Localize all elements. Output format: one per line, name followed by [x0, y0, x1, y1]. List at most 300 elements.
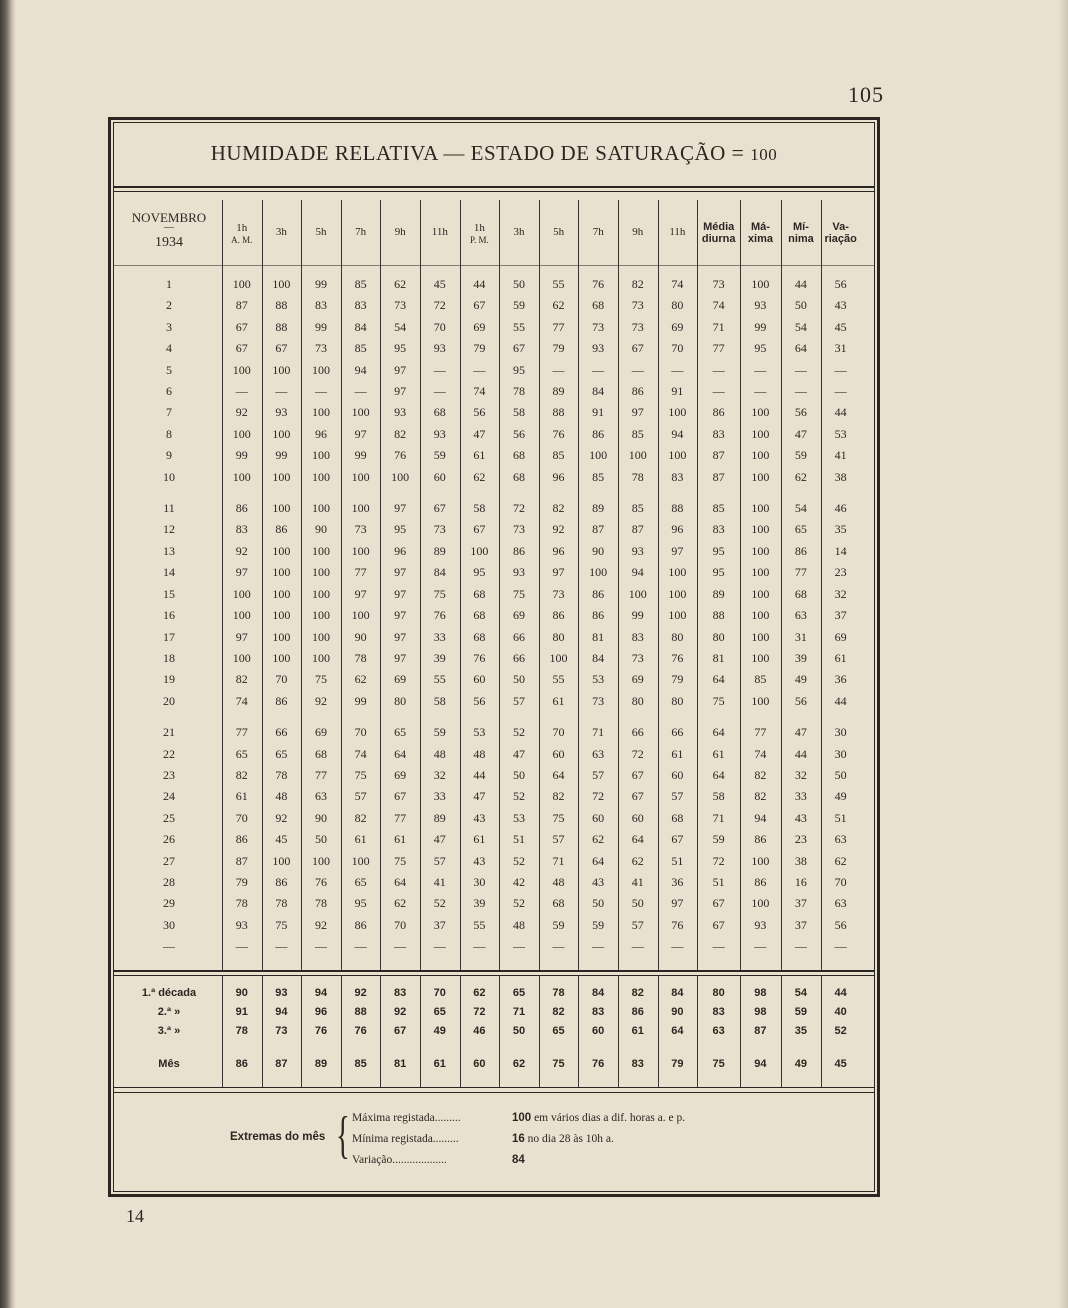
summary-label: 2.ª » [157, 1006, 181, 1018]
value-cell: 43 [794, 810, 807, 825]
table-row [116, 744, 860, 765]
summary-value: 85 [354, 1058, 367, 1070]
value-cell: 86 [275, 693, 288, 708]
value-cell: 67 [512, 341, 525, 356]
table-row [116, 808, 860, 829]
title-saturation-value: 100 [750, 145, 778, 164]
value-cell: 37 [794, 917, 807, 932]
value-cell: 69 [394, 767, 407, 782]
day-cell: 30 [163, 917, 175, 932]
page-edge-shadow [1058, 0, 1068, 1308]
value-cell: 62 [794, 469, 807, 484]
value-cell: 68 [794, 586, 807, 601]
value-cell: 93 [512, 565, 525, 580]
table-row [116, 317, 860, 338]
summary-value: 92 [394, 1006, 407, 1018]
value-cell: 68 [473, 608, 486, 623]
value-cell: 67 [671, 832, 684, 847]
value-cell: 46 [834, 501, 847, 516]
value-cell: 61 [834, 650, 847, 665]
value-cell: 97 [394, 586, 407, 601]
value-cell: 100 [668, 608, 687, 623]
value-cell: 57 [354, 789, 367, 804]
value-cell: 47 [512, 746, 525, 761]
value-cell: 86 [592, 586, 605, 601]
day-cell: 29 [163, 896, 175, 911]
value-cell: 90 [314, 522, 327, 537]
value-cell: 100 [311, 853, 330, 868]
value-cell: 73 [394, 298, 407, 313]
value-cell: 54 [794, 319, 807, 334]
value-cell: 78 [275, 896, 288, 911]
value-cell: 100 [232, 362, 251, 377]
value-cell: 82 [394, 426, 407, 441]
value-cell: 82 [235, 672, 248, 687]
value-cell: 74 [754, 746, 767, 761]
value-cell: 66 [671, 725, 684, 740]
value-cell: 80 [631, 693, 644, 708]
value-cell: 87 [592, 522, 605, 537]
value-cell: 100 [751, 693, 770, 708]
value-cell: 39 [473, 896, 486, 911]
summary-value: 90 [235, 987, 248, 999]
value-cell: 65 [394, 725, 407, 740]
value-cell: 88 [275, 319, 288, 334]
summary-value: 83 [631, 1058, 644, 1070]
summary-value: 59 [794, 1006, 807, 1018]
value-cell: 84 [592, 650, 605, 665]
value-cell: 23 [834, 565, 847, 580]
value-cell: 77 [314, 767, 327, 782]
table-row [116, 467, 860, 488]
value-cell: 32 [834, 586, 847, 601]
value-cell: 37 [834, 608, 847, 623]
day-cell: 20 [163, 693, 175, 708]
table-row [116, 498, 860, 519]
value-cell: 62 [394, 277, 407, 291]
summary-value: 62 [512, 1058, 526, 1070]
value-cell: 100 [232, 426, 251, 441]
value-cell: 100 [311, 405, 330, 420]
value-cell: 100 [272, 853, 291, 868]
day-cell: 16 [163, 608, 175, 623]
summary-value: 75 [712, 1058, 725, 1070]
value-cell: 80 [394, 693, 407, 708]
value-cell: 71 [712, 810, 725, 825]
page-number: 105 [848, 82, 884, 107]
day-cell: 11 [163, 501, 175, 516]
value-cell: 90 [314, 810, 327, 825]
value-cell: — [631, 362, 644, 377]
summary-value: 73 [275, 1025, 288, 1037]
extrema-value [512, 1154, 525, 1166]
value-cell: 67 [712, 917, 725, 932]
value-cell: 86 [275, 874, 288, 889]
value-cell: 79 [671, 672, 684, 687]
value-cell: 59 [712, 832, 725, 847]
summary-value: 65 [552, 1025, 565, 1037]
summary-value: 45 [834, 1058, 847, 1070]
value-cell: 85 [552, 448, 565, 463]
value-cell: — [433, 939, 446, 954]
value-cell: 44 [794, 746, 807, 761]
value-cell: 63 [834, 832, 847, 847]
value-cell: 95 [354, 896, 367, 911]
value-cell: 45 [433, 277, 446, 291]
value-cell: 89 [433, 810, 446, 825]
value-cell: 60 [671, 767, 684, 782]
value-cell: 86 [592, 426, 605, 441]
value-cell: 47 [794, 426, 807, 441]
value-cell: 44 [834, 405, 847, 420]
summary-value: 76 [314, 1025, 328, 1037]
value-cell: 64 [712, 672, 725, 687]
value-cell: 82 [354, 810, 367, 825]
value-cell: 64 [394, 746, 407, 761]
value-cell: 67 [631, 789, 644, 804]
value-cell: 93 [433, 341, 446, 356]
value-cell: 75 [275, 917, 288, 932]
value-cell: 86 [354, 917, 367, 932]
value-cell: — [754, 362, 767, 377]
day-cell: 15 [163, 586, 175, 601]
value-cell: 93 [275, 405, 288, 420]
value-cell: 100 [272, 426, 291, 441]
extrema-text: no dia 28 às 10h a. [524, 1133, 614, 1145]
summary-value: 84 [592, 987, 605, 999]
value-cell: 77 [794, 565, 807, 580]
value-cell: 63 [794, 608, 807, 623]
value-cell: 70 [275, 672, 288, 687]
value-cell: 100 [272, 629, 291, 644]
value-cell: 100 [272, 650, 291, 665]
stat-header [781, 221, 822, 245]
day-cell: 8 [166, 426, 172, 441]
value-cell: 56 [794, 405, 807, 420]
table-row [116, 381, 860, 402]
value-cell: 96 [394, 543, 407, 558]
decade-gap [116, 712, 860, 722]
year-label: 1934 [155, 235, 183, 250]
value-cell: 100 [751, 469, 770, 484]
value-cell: 56 [834, 917, 847, 932]
value-cell: 48 [473, 746, 486, 761]
summary-row [116, 1003, 860, 1022]
value-cell: 100 [311, 543, 330, 558]
table-row [116, 541, 860, 562]
summary-value: 61 [631, 1025, 644, 1037]
value-cell: 86 [275, 522, 288, 537]
value-cell: 100 [311, 448, 330, 463]
value-cell: 67 [394, 789, 407, 804]
value-cell: 76 [314, 874, 327, 889]
day-cell: 19 [163, 672, 175, 687]
value-cell: 100 [311, 565, 330, 580]
summary-value: 64 [671, 1025, 684, 1037]
value-cell: 73 [592, 693, 605, 708]
value-cell: 33 [794, 789, 807, 804]
hour-header [618, 226, 658, 238]
value-cell: 75 [552, 810, 565, 825]
hour-label: 5h [315, 226, 327, 238]
extrema-name: Máxima registada......... [352, 1112, 461, 1124]
value-cell: 33 [433, 629, 446, 644]
summary-table [116, 984, 860, 1074]
value-cell: 55 [552, 277, 565, 291]
value-cell: 68 [473, 629, 486, 644]
value-cell: 67 [235, 341, 248, 356]
table-row [116, 722, 860, 743]
value-cell: 100 [751, 629, 770, 644]
value-cell: 59 [433, 725, 446, 740]
value-cell: 83 [671, 469, 684, 484]
table-row [116, 424, 860, 445]
value-cell: 99 [631, 608, 644, 623]
value-cell: 100 [470, 543, 489, 558]
value-cell: 94 [671, 426, 684, 441]
value-cell: 100 [311, 362, 330, 377]
value-cell: 50 [314, 832, 327, 847]
value-cell: 50 [834, 767, 847, 782]
value-cell: 61 [235, 789, 248, 804]
value-cell: 69 [394, 672, 407, 687]
value-cell: 100 [232, 586, 251, 601]
value-cell: 97 [394, 362, 407, 377]
value-cell: 75 [433, 586, 446, 601]
value-cell: 64 [794, 341, 807, 356]
value-cell: 73 [631, 319, 644, 334]
value-cell: 97 [354, 426, 367, 441]
value-cell: 56 [473, 693, 486, 708]
value-cell: 93 [592, 341, 605, 356]
value-cell: 67 [473, 522, 486, 537]
value-cell: 55 [433, 672, 446, 687]
value-cell: 61 [671, 746, 684, 761]
value-cell: 75 [354, 767, 367, 782]
stat-header [697, 221, 740, 245]
value-cell: 31 [834, 341, 847, 356]
value-cell: 83 [235, 522, 248, 537]
value-cell: 82 [631, 277, 644, 291]
value-cell: 78 [512, 384, 525, 399]
value-cell: 100 [751, 608, 770, 623]
value-cell: 96 [314, 426, 327, 441]
value-cell: 63 [592, 746, 605, 761]
value-cell: — [754, 939, 767, 954]
value-cell: 59 [794, 448, 807, 463]
value-cell: 23 [794, 832, 807, 847]
value-cell: 56 [834, 277, 847, 291]
value-cell: 52 [512, 725, 525, 740]
value-cell: 37 [433, 917, 446, 932]
value-cell: 61 [552, 693, 565, 708]
value-cell: 93 [235, 917, 248, 932]
table-row [116, 338, 860, 359]
value-cell: 14 [834, 543, 847, 558]
value-cell: 76 [473, 650, 486, 665]
value-cell: 100 [351, 543, 370, 558]
summary-value: 94 [314, 987, 328, 999]
summary-value: 70 [433, 987, 446, 999]
summary-value: 91 [235, 1006, 248, 1018]
value-cell: 80 [712, 629, 725, 644]
hour-header [262, 226, 302, 238]
value-cell: 66 [275, 725, 288, 740]
value-cell: 93 [631, 543, 644, 558]
value-cell: 71 [712, 319, 725, 334]
value-cell: 78 [275, 767, 288, 782]
value-cell: 100 [272, 565, 291, 580]
table-row [116, 274, 860, 295]
value-cell: 39 [433, 650, 446, 665]
summary-value: 83 [712, 1006, 725, 1018]
extrema-number: 84 [512, 1154, 525, 1166]
value-cell: 100 [668, 565, 687, 580]
summary-value: 96 [314, 1006, 328, 1018]
value-cell: 59 [592, 917, 605, 932]
value-cell: 92 [314, 693, 327, 708]
day-cell: 4 [166, 341, 172, 356]
value-cell: 100 [351, 501, 370, 516]
value-cell: 57 [552, 832, 565, 847]
day-cell: 18 [163, 650, 175, 665]
table-row [116, 829, 860, 850]
value-cell: 47 [794, 725, 807, 740]
value-cell: 53 [473, 725, 486, 740]
month-year-header [116, 211, 222, 250]
summary-value: 54 [794, 987, 807, 999]
hour-label: 11h [669, 226, 686, 238]
value-cell: 85 [592, 469, 605, 484]
table-row [116, 445, 860, 466]
value-cell: 81 [712, 650, 725, 665]
stat-header [821, 221, 860, 245]
value-cell: 64 [712, 767, 725, 782]
value-cell: 94 [631, 565, 644, 580]
value-cell: 100 [351, 608, 370, 623]
value-cell: — [314, 939, 327, 954]
table-row [116, 360, 860, 381]
value-cell: — [712, 384, 725, 399]
summary-value: 61 [433, 1058, 446, 1070]
summary-value: 78 [235, 1025, 248, 1037]
summary-row [116, 1022, 860, 1041]
value-cell: 62 [834, 853, 847, 868]
value-cell: 100 [272, 362, 291, 377]
value-cell: 67 [275, 341, 288, 356]
value-cell: 50 [512, 767, 525, 782]
value-cell: 43 [473, 853, 486, 868]
summary-row [116, 984, 860, 1003]
extremas-rule-lower [113, 1092, 875, 1093]
value-cell: 67 [473, 298, 486, 313]
stat-header-line1: Média [703, 221, 735, 233]
value-cell: 97 [671, 896, 684, 911]
value-cell: 100 [272, 501, 291, 516]
value-cell: 87 [235, 853, 248, 868]
summary-value: 83 [394, 987, 407, 999]
value-cell: 95 [512, 362, 525, 377]
value-cell: 100 [668, 405, 687, 420]
value-cell: 33 [433, 789, 446, 804]
summary-value: 40 [834, 1006, 847, 1018]
value-cell: 73 [512, 522, 525, 537]
value-cell: 100 [311, 650, 330, 665]
summary-value: 63 [712, 1025, 725, 1037]
value-cell: 82 [552, 501, 565, 516]
stat-header-line1: Va- [832, 221, 849, 233]
stat-header [740, 221, 781, 245]
value-cell: 97 [394, 650, 407, 665]
value-cell: 97 [394, 384, 407, 399]
value-cell: 65 [794, 522, 807, 537]
value-cell: 38 [834, 469, 847, 484]
value-cell: 48 [275, 789, 288, 804]
hour-label: 1h [473, 222, 485, 234]
hour-header [222, 222, 262, 246]
summary-label: Mês [158, 1058, 180, 1070]
value-cell: 100 [351, 405, 370, 420]
value-cell: 57 [631, 917, 644, 932]
value-cell: 48 [433, 746, 446, 761]
value-cell: 86 [712, 405, 725, 420]
table-row [116, 584, 860, 605]
value-cell: 100 [311, 586, 330, 601]
hour-label: 5h [553, 226, 565, 238]
value-cell: 58 [473, 501, 486, 516]
value-cell: — [433, 362, 446, 377]
hour-label: 3h [275, 226, 287, 238]
value-cell: 69 [631, 672, 644, 687]
value-cell: 74 [235, 693, 248, 708]
value-cell: 85 [631, 501, 644, 516]
value-cell: 64 [552, 767, 565, 782]
value-cell: 99 [314, 319, 327, 334]
value-cell: 37 [794, 896, 807, 911]
extremas-rule-upper [113, 1087, 875, 1088]
value-cell: 31 [794, 629, 807, 644]
value-cell: 45 [834, 319, 847, 334]
value-cell: 30 [834, 746, 847, 761]
value-cell: 44 [473, 277, 486, 291]
value-cell: 79 [473, 341, 486, 356]
value-cell: 82 [754, 789, 767, 804]
value-cell: 97 [394, 501, 407, 516]
value-cell: 82 [235, 767, 248, 782]
summary-value: 72 [473, 1006, 486, 1018]
value-cell: 64 [394, 874, 407, 889]
summary-value: 84 [671, 987, 684, 999]
footer-number: 14 [126, 1206, 144, 1226]
value-cell: 53 [592, 672, 605, 687]
hour-period: P. M. [470, 235, 489, 245]
value-cell: 73 [712, 277, 725, 291]
extrema-number: 16 [512, 1133, 525, 1145]
summary-value: 86 [631, 1006, 644, 1018]
value-cell: 100 [751, 586, 770, 601]
value-cell: 88 [671, 501, 684, 516]
value-cell: 68 [512, 448, 525, 463]
value-cell: 59 [512, 298, 525, 313]
summary-value: 87 [275, 1058, 288, 1070]
value-cell: 100 [751, 896, 770, 911]
value-cell: 70 [354, 725, 367, 740]
value-cell: 68 [314, 746, 327, 761]
value-cell: 41 [834, 448, 847, 463]
summary-value: 94 [275, 1006, 288, 1018]
value-cell: 67 [712, 896, 725, 911]
value-cell: 51 [671, 853, 684, 868]
